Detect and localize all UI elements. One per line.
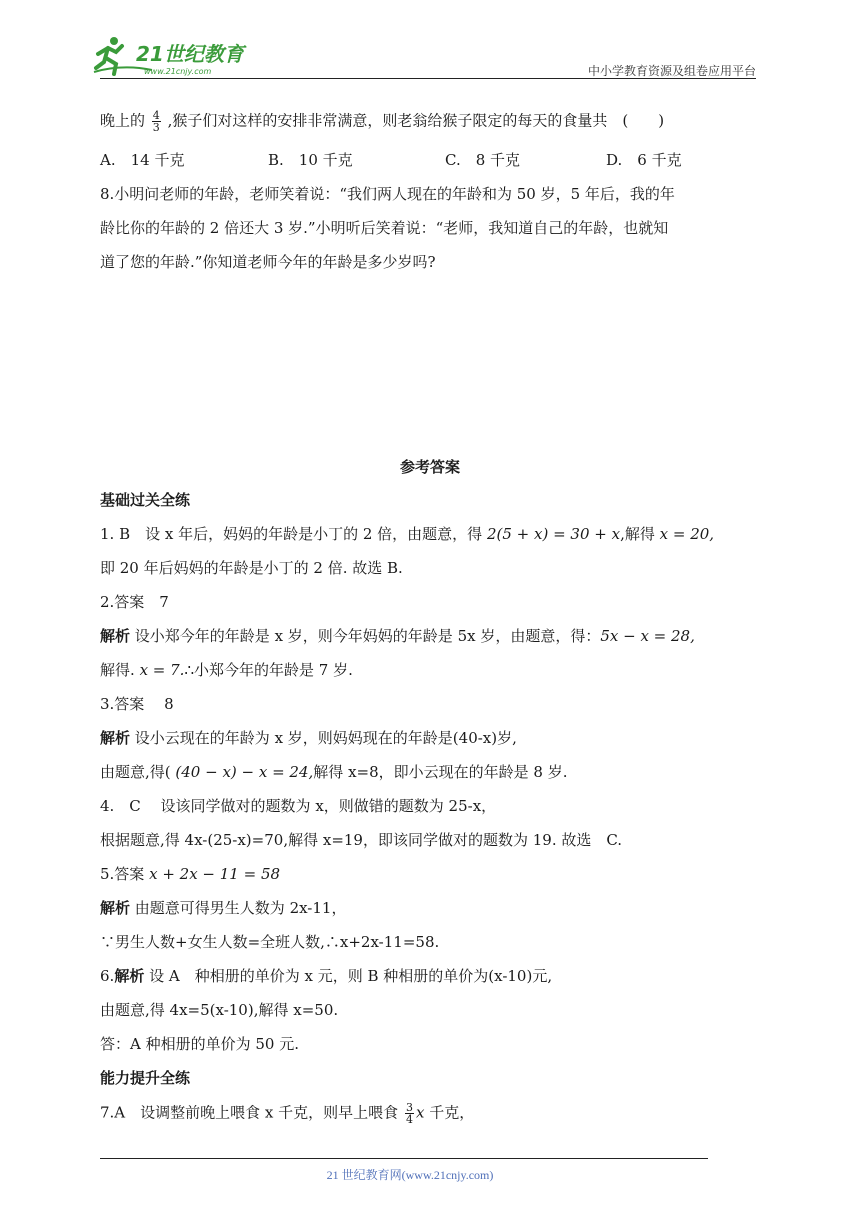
answer-2-head: 2.答案 7: [100, 593, 169, 611]
header-platform-text: 中小学教育资源及组卷应用平台: [587, 64, 756, 78]
frac-num: 4: [152, 109, 160, 122]
frac-num: 3: [405, 1101, 413, 1114]
a2-pre: 解得.: [100, 661, 135, 679]
answer-6-line-1: [100, 966, 552, 986]
answer-6-line-3: 答：A 种相册的单价为 50 元.: [100, 1035, 299, 1053]
a3-pre: 由题意,得(: [100, 763, 171, 781]
answers-title: 参考答案: [399, 458, 460, 476]
analysis-label: 解析: [100, 729, 131, 747]
footer-site-link[interactable]: 21 世纪教育网(www.21cnjy.com): [326, 1168, 494, 1182]
q8-line-2: 龄比你的年龄的 2 倍还大 3 岁.”小明听后笑着说：“老师，我知道自己的年龄，也就知: [100, 219, 669, 237]
answer-3-head: 3.答案 8: [100, 695, 174, 713]
a6-text: 设 A 种相册的单价为 x 元，则 B 种相册的单价为(x-10)元,: [149, 967, 553, 985]
answer-1-line-1: [100, 524, 714, 544]
answer-5-line-2: ∵男生人数+女生人数=全班人数,∴x+2x-11=58.: [100, 933, 440, 951]
answer-2-line-2: [100, 660, 353, 680]
frac-den: 3: [152, 121, 160, 134]
a2-text: 设小郑今年的年龄是 x 岁，则今年妈妈的年龄是 5x 岁，由题意，得：: [134, 627, 601, 645]
a7-var: x: [415, 1103, 425, 1122]
q8-line-3: 道了您的年龄.”你知道老师今年的年龄是多少岁吗?: [100, 253, 436, 271]
a1-equation: 2(5 + x) = 30 + x: [486, 525, 621, 543]
analysis-label: 解析: [114, 967, 145, 985]
choice-d: D. 6 千克: [606, 151, 682, 169]
q7-tail-line: [100, 110, 664, 133]
a3-equation: (40 − x) − x = 24,: [175, 763, 314, 781]
section-advanced: 能力提升全练: [100, 1069, 191, 1087]
a2-solution: x = 7.: [139, 661, 185, 679]
frac-den: 4: [405, 1113, 413, 1126]
footer-divider: [100, 1158, 708, 1159]
section-basic: 基础过关全练: [100, 491, 191, 509]
a1-mid: ,解得: [620, 525, 655, 543]
choice-c: C. 8 千克: [445, 151, 521, 169]
answer-3-line-2: [100, 762, 568, 782]
q7-before: 晚上的: [100, 111, 146, 130]
answer-5-line-1: [100, 898, 346, 918]
answer-3-line-1: [100, 728, 517, 748]
answer-1-line-2: 即 20 年后妈妈的年龄是小丁的 2 倍. 故选 B.: [100, 559, 403, 577]
a2-post: ∴小郑今年的年龄是 7 岁.: [184, 661, 353, 679]
a5-text: 由题意可得男生人数为 2x-11，: [134, 899, 347, 917]
a2-equation: 5x − x = 28,: [600, 627, 695, 645]
site-logo: [92, 34, 262, 78]
q7-after: ,猴子们对这样的安排非常满意，则老翁给猴子限定的每天的食量共 ( ): [167, 111, 665, 130]
choice-a: A. 14 千克: [100, 151, 185, 169]
answer-2-line-1: [100, 626, 695, 646]
answer-6-line-2: 由题意,得 4x=5(x-10),解得 x=50.: [100, 1001, 339, 1019]
a7-text: 7.A 设调整前晚上喂食 x 千克，则早上喂食: [100, 1103, 399, 1122]
choice-b: B. 10 千克: [268, 151, 353, 169]
a1-text: 1. B 设 x 年后，妈妈的年龄是小丁的 2 倍，由题意，得: [100, 525, 483, 543]
a1-solution: x = 20,: [659, 525, 715, 543]
logo-text: 21世纪教育: [136, 42, 244, 66]
answer-4-line-1: 4. C 设该同学做对的题数为 x，则做错的题数为 25-x，: [100, 797, 497, 815]
answer-5-head: [100, 864, 280, 884]
a6-pre: 6.: [100, 967, 115, 985]
analysis-label: 解析: [100, 627, 131, 645]
fraction-three-quarters: [405, 1102, 414, 1125]
a5-head-label: 5.答案: [100, 865, 145, 883]
analysis-label: 解析: [100, 899, 131, 917]
answer-7-line-1: [100, 1102, 474, 1125]
logo-url: www.21cnjy.com: [144, 67, 212, 76]
q8-line-1: 8.小明问老师的年龄，老师笑着说：“我们两人现在的年龄和为 50 岁，5 年后，我的年: [100, 185, 675, 203]
a7-post: 千克，: [429, 1103, 475, 1122]
a3-post: 解得 x=8，即小云现在的年龄是 8 岁.: [313, 763, 568, 781]
a5-equation: x + 2x − 11 = 58: [149, 865, 281, 883]
a3-text: 设小云现在的年龄为 x 岁，则妈妈现在的年龄是(40-x)岁,: [134, 729, 517, 747]
header-divider: [100, 78, 756, 79]
answer-4-line-2: 根据题意,得 4x-(25-x)=70,解得 x=19，即该同学做对的题数为 19. 故选 C.: [100, 831, 623, 849]
fraction-four-thirds: [152, 110, 161, 133]
